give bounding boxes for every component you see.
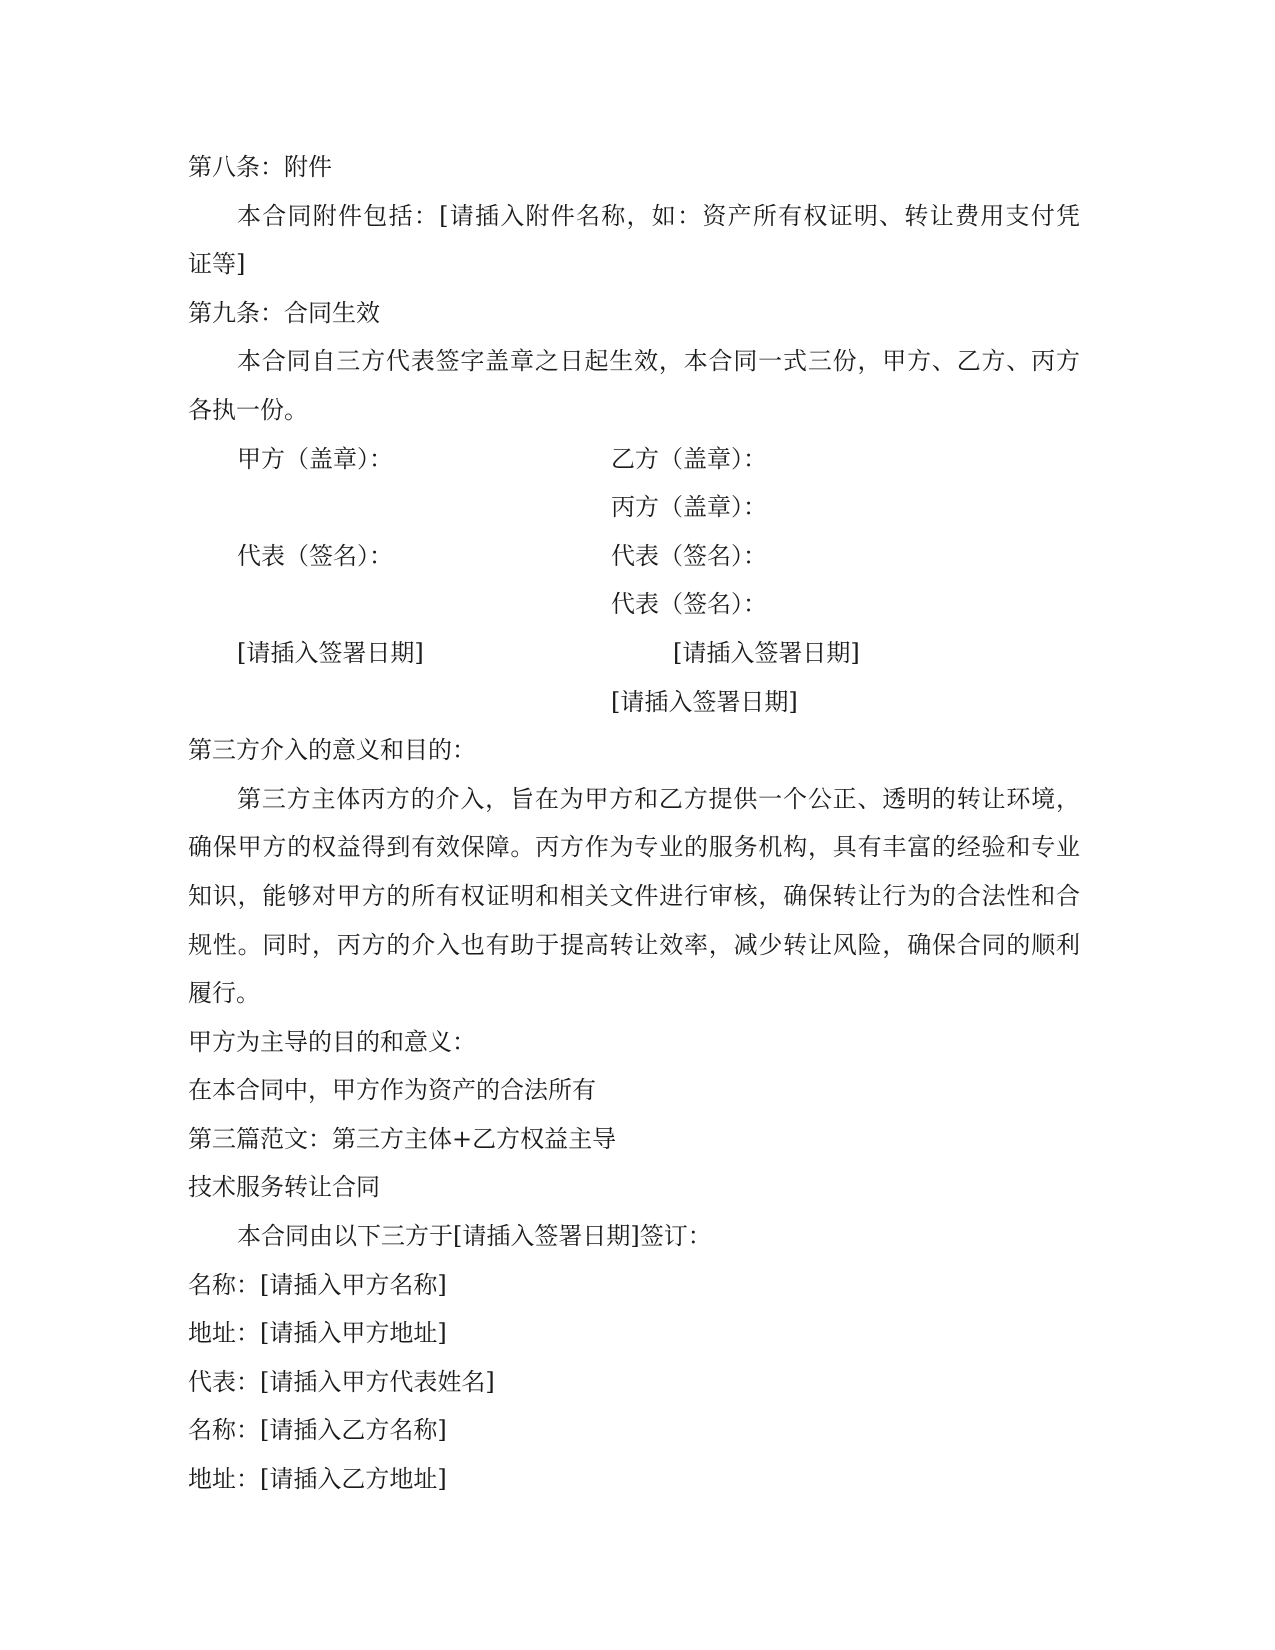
doc-line-8 (0, 483, 1275, 532)
text-segment: 确保甲方的权益得到有效保障。丙方作为专业的服务机构，具有丰富的经验和专业 (188, 833, 1080, 862)
text-segment: 甲方为主导的目的和意义： (188, 1027, 476, 1056)
doc-line-10 (0, 580, 1275, 629)
doc-line-1 (0, 143, 1275, 192)
text-segment: 各执一份。 (188, 395, 308, 424)
text-segment: [请插入签署日期] (673, 638, 860, 667)
doc-line-27 (0, 1406, 1275, 1455)
doc-line-12 (0, 678, 1275, 727)
doc-line-20 (0, 1066, 1275, 1115)
document-body (0, 143, 1275, 1504)
doc-line-19 (0, 1018, 1275, 1067)
text-segment: 甲方（盖章）： (237, 444, 393, 473)
text-segment: 代表（签名）： (237, 541, 393, 570)
doc-line-11 (0, 629, 1275, 678)
text-segment: 第九条：合同生效 (188, 298, 380, 327)
doc-line-9 (0, 532, 1275, 581)
text-segment: 名称：[请插入甲方名称] (188, 1270, 447, 1299)
doc-line-25 (0, 1309, 1275, 1358)
text-segment: 代表：[请插入甲方代表姓名] (188, 1367, 495, 1396)
doc-line-28 (0, 1455, 1275, 1504)
text-segment: 本合同自三方代表签字盖章之日起生效，本合同一式三份，甲方、乙方、丙方 (237, 347, 1080, 376)
text-segment: 证等] (188, 250, 246, 279)
doc-line-15 (0, 823, 1275, 872)
doc-line-6 (0, 386, 1275, 435)
text-segment: 地址：[请插入乙方地址] (188, 1465, 447, 1494)
text-segment: 履行。 (188, 979, 260, 1008)
doc-line-22 (0, 1163, 1275, 1212)
doc-line-17 (0, 921, 1275, 970)
doc-line-26 (0, 1358, 1275, 1407)
text-segment: 第八条：附件 (188, 153, 332, 181)
text-segment: 地址：[请插入甲方地址] (188, 1319, 447, 1348)
text-segment: 第三方主体丙方的介入，旨在为甲方和乙方提供一个公正、透明的转让环境， (237, 784, 1080, 813)
text-segment: 名称：[请插入乙方名称] (188, 1416, 447, 1445)
doc-line-23 (0, 1212, 1275, 1261)
text-segment: 知识，能够对甲方的所有权证明和相关文件进行审核，确保转让行为的合法性和合 (188, 881, 1080, 910)
doc-line-21 (0, 1115, 1275, 1164)
text-segment: 第三篇范文：第三方主体+乙方权益主导 (188, 1124, 617, 1153)
doc-line-24 (0, 1261, 1275, 1310)
text-segment: 本合同附件包括：[请插入附件名称，如：资产所有权证明、转让费用支付凭 (237, 201, 1080, 230)
doc-line-2 (0, 192, 1275, 241)
text-segment: 规性。同时，丙方的介入也有助于提高转让效率，减少转让风险，确保合同的顺利 (188, 930, 1080, 959)
text-segment: 本合同由以下三方于[请插入签署日期]签订： (237, 1222, 712, 1251)
doc-line-7 (0, 435, 1275, 484)
text-segment: 丙方（盖章）： (611, 493, 767, 522)
text-segment: 代表（签名）： (611, 541, 767, 570)
doc-line-18 (0, 969, 1275, 1018)
doc-line-13 (0, 726, 1275, 775)
doc-line-16 (0, 872, 1275, 921)
text-segment: [请插入签署日期] (237, 638, 424, 667)
text-segment: 代表（签名）： (611, 590, 767, 619)
doc-line-14 (0, 775, 1275, 824)
text-segment: 乙方（盖章）： (611, 444, 767, 473)
doc-line-3 (0, 240, 1275, 289)
text-segment: [请插入签署日期] (611, 687, 798, 716)
text-segment: 第三方介入的意义和目的： (188, 736, 476, 765)
doc-line-5 (0, 337, 1275, 386)
text-segment: 在本合同中，甲方作为资产的合法所有 (188, 1076, 596, 1105)
text-segment: 技术服务转让合同 (188, 1173, 380, 1202)
doc-line-4 (0, 289, 1275, 338)
